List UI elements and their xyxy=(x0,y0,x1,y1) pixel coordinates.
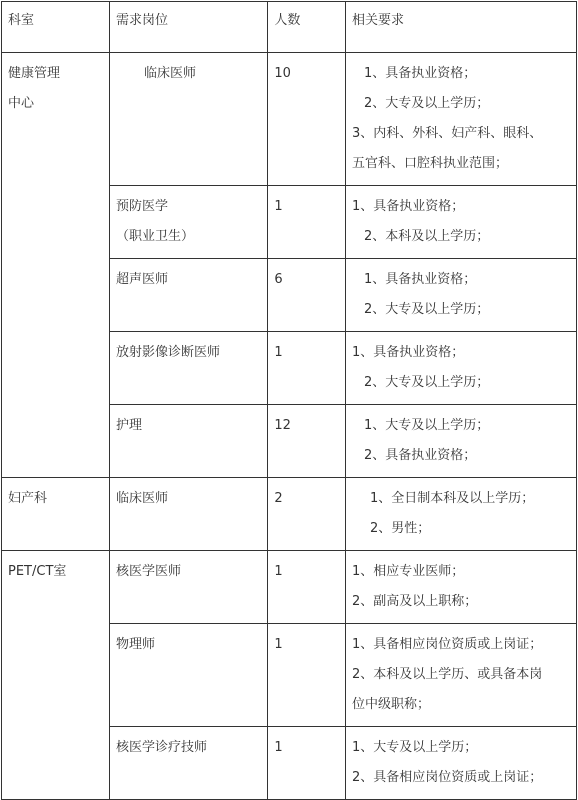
position-cell xyxy=(109,727,267,800)
requirements-cell xyxy=(345,727,576,800)
position-line: 放射影像诊断医师 xyxy=(115,345,220,360)
requirement-line: 1、具备执业资格； xyxy=(363,272,477,287)
requirements-cell xyxy=(345,53,576,186)
requirement-line: 位中级职称； xyxy=(351,697,430,712)
position-cell xyxy=(109,332,267,405)
position-line: （职业卫生） xyxy=(115,229,194,244)
requirement-line: 1、相应专业医师； xyxy=(351,564,465,579)
requirement-line: 1、大专及以上学历； xyxy=(363,418,490,433)
requirement-line: 2、具备执业资格； xyxy=(363,448,477,463)
position-line: 护理 xyxy=(115,418,142,433)
header-requirements: 相关要求 xyxy=(345,2,576,53)
requirement-line: 五官科、口腔科执业范围； xyxy=(351,156,508,171)
requirements-cell xyxy=(345,332,576,405)
position-line: 物理师 xyxy=(115,637,155,652)
requirement-line: 3、内科、外科、妇产科、眼科、 xyxy=(351,126,543,141)
requirement-line: 2、男性； xyxy=(369,521,431,536)
requirement-line: 2、大专及以上学历； xyxy=(363,96,490,111)
requirement-line: 2、具备相应岗位资质或上岗证； xyxy=(351,770,543,785)
position-cell xyxy=(109,405,267,478)
position-line: 预防医学 xyxy=(115,199,168,214)
dept-cell xyxy=(2,478,110,551)
requirements-cell xyxy=(345,478,576,551)
header-count: 人数 xyxy=(268,2,346,53)
count-cell: 2 xyxy=(268,478,346,551)
requirement-line: 1、具备相应岗位资质或上岗证； xyxy=(351,637,543,652)
position-cell xyxy=(109,186,267,259)
requirement-line: 2、本科及以上学历； xyxy=(363,229,490,244)
dept-line: 健康管理 xyxy=(8,66,61,81)
requirement-line: 1、大专及以上学历； xyxy=(351,740,478,755)
header-dept: 科室 xyxy=(2,2,110,53)
count-cell: 12 xyxy=(268,405,346,478)
header-position: 需求岗位 xyxy=(109,2,267,53)
requirement-line: 2、大专及以上学历； xyxy=(363,375,490,390)
position-line: 核医学诊疗技师 xyxy=(115,740,207,755)
position-cell xyxy=(109,551,267,624)
table-header-row xyxy=(2,2,577,53)
position-line: 临床医师 xyxy=(115,491,168,506)
count-cell: 1 xyxy=(268,624,346,727)
requirement-line: 2、本科及以上学历、或具备本岗 xyxy=(351,667,543,682)
dept-line: 中心 xyxy=(8,96,35,111)
requirements-cell xyxy=(345,551,576,624)
position-cell xyxy=(109,53,267,186)
count-cell: 1 xyxy=(268,551,346,624)
table-row xyxy=(2,53,577,186)
count-cell: 1 xyxy=(268,186,346,259)
position-cell xyxy=(109,259,267,332)
requirement-line: 1、具备执业资格； xyxy=(363,66,477,81)
requirement-line: 1、全日制本科及以上学历； xyxy=(369,491,535,506)
requirements-cell xyxy=(345,259,576,332)
requirements-table xyxy=(1,1,577,800)
requirement-line: 2、副高及以上职称； xyxy=(351,594,478,609)
dept-cell xyxy=(2,551,110,800)
requirements-cell xyxy=(345,624,576,727)
requirements-cell xyxy=(345,186,576,259)
requirements-cell xyxy=(345,405,576,478)
dept-line: 妇产科 xyxy=(8,491,48,506)
count-cell: 6 xyxy=(268,259,346,332)
requirement-line: 1、具备执业资格； xyxy=(351,199,465,214)
position-line: 临床医师 xyxy=(143,66,196,81)
position-line: 超声医师 xyxy=(115,272,168,287)
count-cell: 1 xyxy=(268,727,346,800)
requirement-line: 1、具备执业资格； xyxy=(351,345,465,360)
table-row xyxy=(2,478,577,551)
dept-line: PET/CT室 xyxy=(8,564,67,579)
dept-cell xyxy=(2,53,110,478)
position-line: 核医学医师 xyxy=(115,564,181,579)
table-row xyxy=(2,551,577,624)
requirement-line: 2、大专及以上学历； xyxy=(363,302,490,317)
position-cell xyxy=(109,478,267,551)
position-cell xyxy=(109,624,267,727)
count-cell: 1 xyxy=(268,332,346,405)
count-cell: 10 xyxy=(268,53,346,186)
